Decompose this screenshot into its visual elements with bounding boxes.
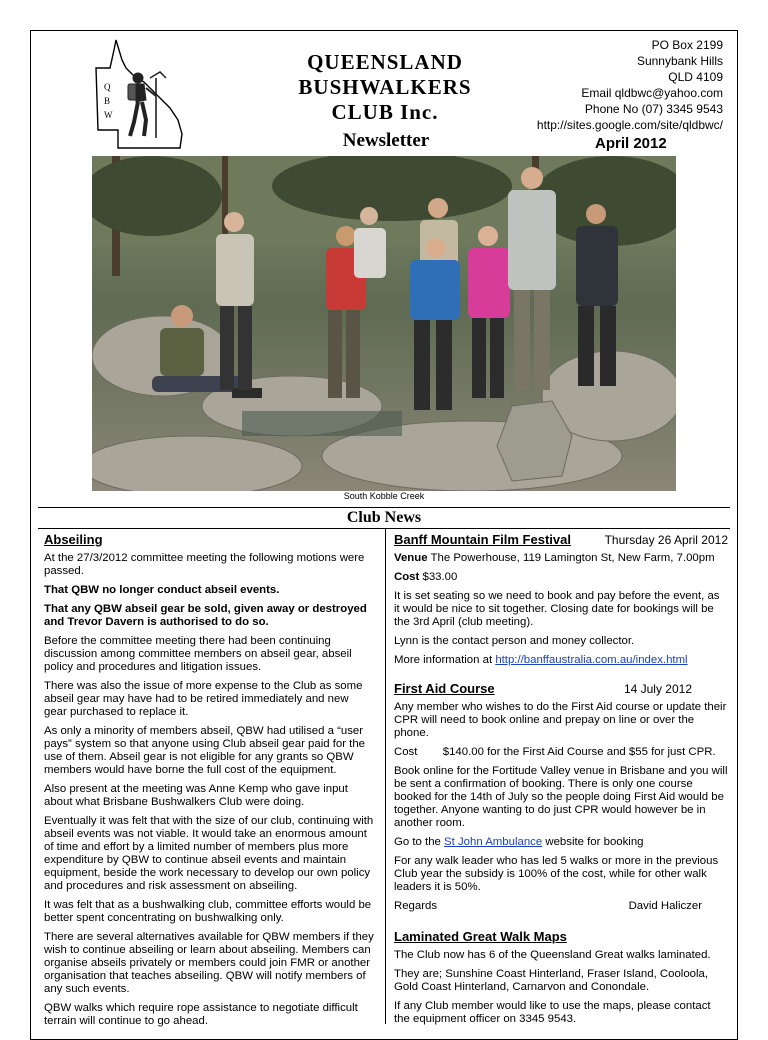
more-info-label: More information at	[394, 654, 493, 666]
abseiling-paragraph-9: QBW walks which require rope assistance to negotiate difficult terrain will continue to go ahead.	[44, 1002, 358, 1027]
right-column	[394, 532, 728, 1032]
abseiling-paragraph-5: Also present at the meeting was Anne Kemp who gave input about what Brisbane Bushwalkers Club were doing.	[44, 783, 348, 808]
maps-heading: Laminated Great Walk Maps	[394, 929, 567, 944]
club-news-title: Club News	[346, 509, 422, 526]
club-logo	[94, 38, 186, 150]
venue-label: Venue	[394, 552, 428, 564]
abseiling-heading: Abseiling	[44, 532, 103, 547]
club-name-line-3: CLUB Inc.	[331, 100, 439, 124]
banff-heading: Banff Mountain Film Festival	[394, 532, 571, 547]
abseiling-paragraph-3: There was also the issue of more expense to the Club as some abseil gear may have had to be retired immediately and new gear purchased to replace it.	[44, 680, 363, 718]
maps-paragraph-3: If any Club member would like to use the maps, please contact the equipment officer on 3345 9543.	[394, 1000, 711, 1025]
venue-value: The Powerhouse, 119 Lamington St, New Farm, 7.00pm	[430, 552, 715, 564]
contact-block	[537, 37, 723, 133]
first-aid-cost	[394, 746, 728, 759]
abseiling-intro: At the 27/3/2012 committee meeting the following motions were passed.	[44, 552, 365, 577]
signature: David Haliczer	[628, 900, 702, 912]
first-aid-heading-row	[394, 681, 728, 696]
issue-date: April 2012	[595, 135, 667, 152]
first-aid-heading: First Aid Course	[394, 681, 495, 696]
banff-venue	[394, 552, 728, 565]
abseiling-motion-2: That any QBW abseil gear be sold, given away or destroyed and Trevor Davern is authorised to do so.	[44, 603, 367, 628]
first-aid-paragraph-2: Book online for the Fortitude Valley venue in Brisbane and you will be sent a confirmation of booking. There is only one course booked for the 14th of July so the people doing First Aid would be together. Anyone wanting to do just CPR would however be in another room.	[394, 765, 728, 829]
abseiling-paragraph-7: It was felt that as a bushwalking club, committee efforts would be better spent concentrating on bushwalking only.	[44, 899, 372, 924]
banff-more-info	[394, 654, 728, 667]
column-divider	[385, 528, 386, 1024]
creek-water	[242, 411, 402, 436]
divider-top	[38, 507, 730, 508]
banff-date: Thursday 26 April 2012	[604, 533, 728, 547]
first-aid-paragraph-1: Any member who wishes to do the First Aid course or update their CPR will need to book online and prepay on line or over the phone.	[394, 701, 727, 739]
cost-label: Cost	[394, 571, 420, 583]
abseiling-paragraph-2: Before the committee meeting there had been continuing discussion among committee members on abseil gear, abseil policy and procedures and litigation issues.	[44, 635, 352, 673]
suburb: Sunnybank Hills	[636, 54, 723, 68]
left-column	[44, 532, 374, 1034]
group-photo	[92, 156, 676, 491]
goto-post: website for booking	[545, 836, 644, 848]
abseiling-paragraph-8: There are several alternatives available for QBW members if they wish to continue abseiling or learn about abseiling. Members can organise abseils privately or members could join FMR or another organisation that teaches abseiling. QBW will notify members of any such events.	[44, 931, 374, 995]
photo-caption: South Kobble Creek	[343, 491, 425, 501]
banff-paragraph-1: It is set seating so we need to book and pay before the event, as it would be nice to sit together. Closing date for bookings will be the 3rd April (club meeting).	[394, 590, 720, 628]
banff-link[interactable]: http://banffaustralia.com.au/index.html	[495, 654, 688, 666]
first-aid-date: 14 July 2012	[623, 682, 692, 696]
divider-bottom	[38, 528, 730, 529]
maps-paragraph-1: The Club now has 6 of the Queensland Great walks laminated.	[394, 949, 711, 961]
first-aid-cost-label: Cost	[394, 746, 418, 758]
email: Email qldbwc@yahoo.com	[581, 86, 723, 100]
phone: Phone No (07) 3345 9543	[584, 102, 723, 116]
newsletter-label: Newsletter	[342, 130, 430, 151]
banff-paragraph-2: Lynn is the contact person and money collector.	[394, 635, 635, 647]
first-aid-signoff	[394, 900, 728, 913]
cost-value: $33.00	[422, 571, 458, 583]
banff-cost	[394, 571, 728, 584]
club-name-line-1: QUEENSLAND	[307, 50, 463, 74]
first-aid-paragraph-3: For any walk leader who has led 5 walks or more in the previous Club year the subsidy is 100% of the cost, while for other walk leaders it is 50%.	[394, 855, 719, 893]
maps-paragraph-2: They are; Sunshine Coast Hinterland, Fraser Island, Cooloola, Gold Coast Hinterland, Carnarvon and Conondale.	[394, 968, 709, 993]
goto-pre: Go to the	[394, 836, 441, 848]
po-box: PO Box 2199	[651, 38, 723, 52]
abseiling-motion-1: That QBW no longer conduct abseil events.	[44, 584, 280, 596]
logo-letter-w: W	[104, 110, 113, 120]
logo-letter-q: Q	[104, 82, 111, 92]
abseiling-paragraph-4: As only a minority of members abseil, QBW had utilised a “user pays” system so that anyone using Club abseil gear paid for the use of them. Abseil gear is not eligible for any grants so QBW members would have borne the full cost of the equipment.	[44, 725, 366, 776]
club-name-line-2: BUSHWALKERS	[298, 75, 472, 99]
state-postcode: QLD 4109	[668, 70, 723, 84]
logo-letter-b: B	[104, 96, 111, 106]
regards: Regards	[394, 900, 438, 912]
banff-heading-row	[394, 532, 728, 547]
first-aid-cost-value: $140.00 for the First Aid Course and $55 for just CPR.	[442, 746, 716, 758]
st-john-link[interactable]: St John Ambulance	[444, 836, 543, 848]
website-link[interactable]: http://sites.google.com/site/qldbwc/	[536, 118, 723, 132]
first-aid-goto	[394, 836, 728, 849]
club-title	[255, 50, 515, 125]
abseiling-paragraph-6: Eventually it was felt that with the size of our club, continuing with abseil events was not viable. It would take an enormous amount of time and effort by a limited number of members plus more expenditure by QBW to continue abseil events and maintain equipment, beside the work necessary to develop our own policy and procedures and risk assessment on abseiling.	[44, 815, 374, 892]
